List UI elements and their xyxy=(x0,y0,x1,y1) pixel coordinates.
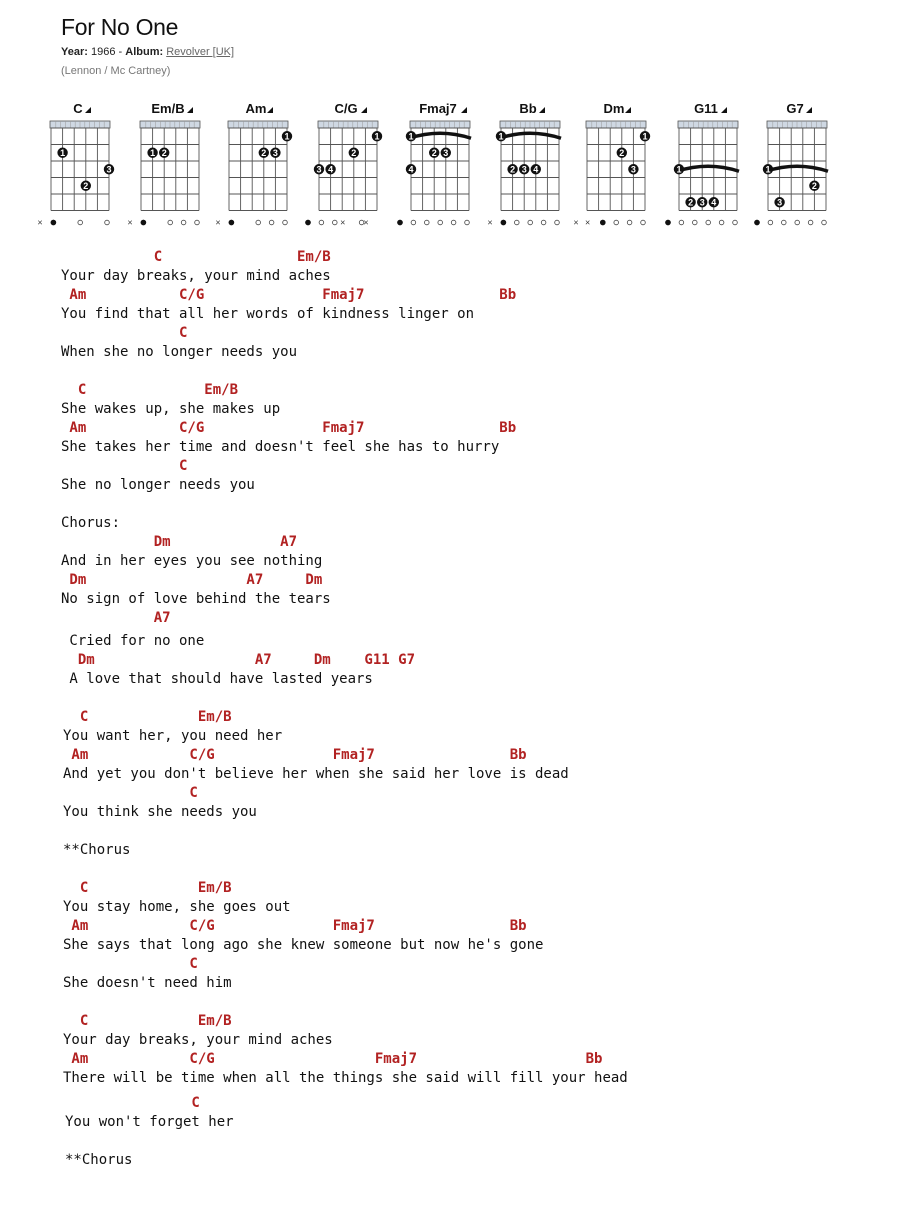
finger-number: 1 xyxy=(408,131,414,142)
chord-line[interactable]: C Em/B xyxy=(61,249,331,265)
muted-string-mark: × xyxy=(573,217,579,228)
finger-number: 2 xyxy=(351,147,357,158)
chord-line[interactable]: C Em/B xyxy=(63,709,232,725)
muted-string-mark: × xyxy=(37,217,43,228)
chord-line[interactable]: C Em/B xyxy=(63,1013,232,1029)
finger-number: 1 xyxy=(150,147,156,158)
lyric-line: You won't forget her xyxy=(65,1114,234,1130)
lyric-line: **Chorus xyxy=(63,842,131,858)
finger-number: 1 xyxy=(765,164,771,175)
finger-number: 1 xyxy=(642,131,648,142)
chord-diagram-name[interactable]: G7 xyxy=(786,101,804,116)
chord-diagram-name[interactable]: C/G xyxy=(334,101,358,116)
lyric-line: You find that all her words of kindness linger on xyxy=(61,306,475,322)
chord-line[interactable]: C Em/B xyxy=(63,880,232,896)
lyric-line: Your day breaks, your mind aches xyxy=(61,268,331,284)
muted-string-mark: × xyxy=(487,217,493,228)
lyric-line: She says that long ago she knew someone but now he's gone xyxy=(63,937,544,953)
chord-line[interactable]: C xyxy=(63,785,198,801)
chord-line[interactable]: C xyxy=(65,1095,200,1111)
lyric-line: You stay home, she goes out xyxy=(63,899,291,915)
chord-line[interactable]: Dm A7 Dm xyxy=(61,572,323,588)
chord-line[interactable]: C xyxy=(61,458,188,474)
chord-line[interactable]: C Em/B xyxy=(61,382,239,398)
lyric-line: She wakes up, she makes up xyxy=(61,401,281,417)
muted-string-mark: × xyxy=(363,217,369,228)
chord-diagram-name[interactable]: Fmaj7 xyxy=(419,101,457,116)
finger-number: 3 xyxy=(443,147,449,158)
song-title: For No One xyxy=(61,14,179,40)
chord-line[interactable]: Dm A7 xyxy=(61,534,298,550)
lyric-line: Your day breaks, your mind aches xyxy=(63,1032,333,1048)
finger-number: 1 xyxy=(60,147,66,158)
finger-number: 2 xyxy=(261,147,267,158)
finger-number: 3 xyxy=(777,197,783,208)
muted-string-mark: × xyxy=(584,217,591,228)
finger-number: 1 xyxy=(374,131,380,142)
chord-line[interactable]: Am C/G Fmaj7 Bb xyxy=(63,918,527,934)
chord-line[interactable]: A7 xyxy=(61,610,171,626)
finger-number: 2 xyxy=(510,164,516,175)
chord-line[interactable]: Dm A7 Dm G11 G7 xyxy=(61,652,416,668)
finger-number: 2 xyxy=(688,197,694,208)
finger-number: 2 xyxy=(431,147,437,158)
finger-number: 3 xyxy=(272,147,278,158)
year-label: Year: xyxy=(61,46,88,58)
lyric-line: **Chorus xyxy=(65,1152,133,1168)
lyric-line: There will be time when all the things she said will fill your head xyxy=(63,1070,628,1086)
finger-number: 3 xyxy=(316,164,322,175)
finger-number: 1 xyxy=(498,131,504,142)
lyric-line: You think she needs you xyxy=(63,804,257,820)
finger-number: 2 xyxy=(811,180,817,191)
chord-line[interactable]: Am C/G Fmaj7 Bb xyxy=(63,747,527,763)
finger-number: 3 xyxy=(630,164,636,175)
chord-diagram-name[interactable]: C xyxy=(73,101,83,116)
chord-diagram-name[interactable]: Em/B xyxy=(151,101,185,116)
chord-line[interactable]: C xyxy=(61,325,188,341)
muted-string-mark: × xyxy=(215,217,221,228)
muted-string-mark: × xyxy=(340,217,346,228)
meta-separator: - xyxy=(115,46,126,58)
finger-number: 2 xyxy=(161,147,167,158)
finger-number: 1 xyxy=(676,164,682,175)
lyric-line: A love that should have lasted years xyxy=(61,671,373,687)
lyric-line: You want her, you need her xyxy=(63,728,283,744)
finger-number: 4 xyxy=(328,164,334,175)
song-authors: (Lennon / Mc Cartney) xyxy=(61,65,171,77)
lyric-line: She doesn't need him xyxy=(63,975,232,991)
finger-number: 2 xyxy=(619,147,625,158)
chord-line[interactable]: C xyxy=(63,956,198,972)
finger-number: 4 xyxy=(533,164,539,175)
finger-number: 3 xyxy=(106,164,112,175)
album-label: Album: xyxy=(125,46,164,58)
finger-number: 1 xyxy=(284,131,290,142)
finger-number: 4 xyxy=(711,197,717,208)
finger-number: 3 xyxy=(521,164,527,175)
chord-diagram-name[interactable]: Am xyxy=(245,101,267,116)
lyric-line: And yet you don't believe her when she said her love is dead xyxy=(63,766,569,782)
finger-number: 3 xyxy=(699,197,705,208)
muted-string-mark: × xyxy=(127,217,133,228)
chord-line[interactable]: Am C/G Fmaj7 Bb xyxy=(61,420,517,436)
lyric-line: Chorus: xyxy=(61,515,121,531)
lyric-line: She takes her time and doesn't feel she has to hurry xyxy=(61,439,500,455)
lyric-line: She no longer needs you xyxy=(61,477,255,493)
lyric-line: No sign of love behind the tears xyxy=(61,591,331,607)
chord-line[interactable]: Am C/G Fmaj7 Bb xyxy=(61,287,517,303)
chord-line[interactable]: Am C/G Fmaj7 Bb xyxy=(63,1051,603,1067)
lyric-line: Cried for no one xyxy=(61,633,205,649)
chord-diagram-name[interactable]: Dm xyxy=(603,101,625,116)
lyric-line: And in her eyes you see nothing xyxy=(61,553,323,569)
lyric-line: When she no longer needs you xyxy=(61,344,298,360)
chord-diagram-name[interactable]: Bb xyxy=(519,101,537,116)
album-link[interactable]: Revolver [UK] xyxy=(166,46,235,58)
finger-number: 2 xyxy=(83,180,89,191)
finger-number: 4 xyxy=(408,164,414,175)
year-value: 1966 xyxy=(90,46,116,58)
chord-diagram-name[interactable]: G11 xyxy=(694,101,718,116)
